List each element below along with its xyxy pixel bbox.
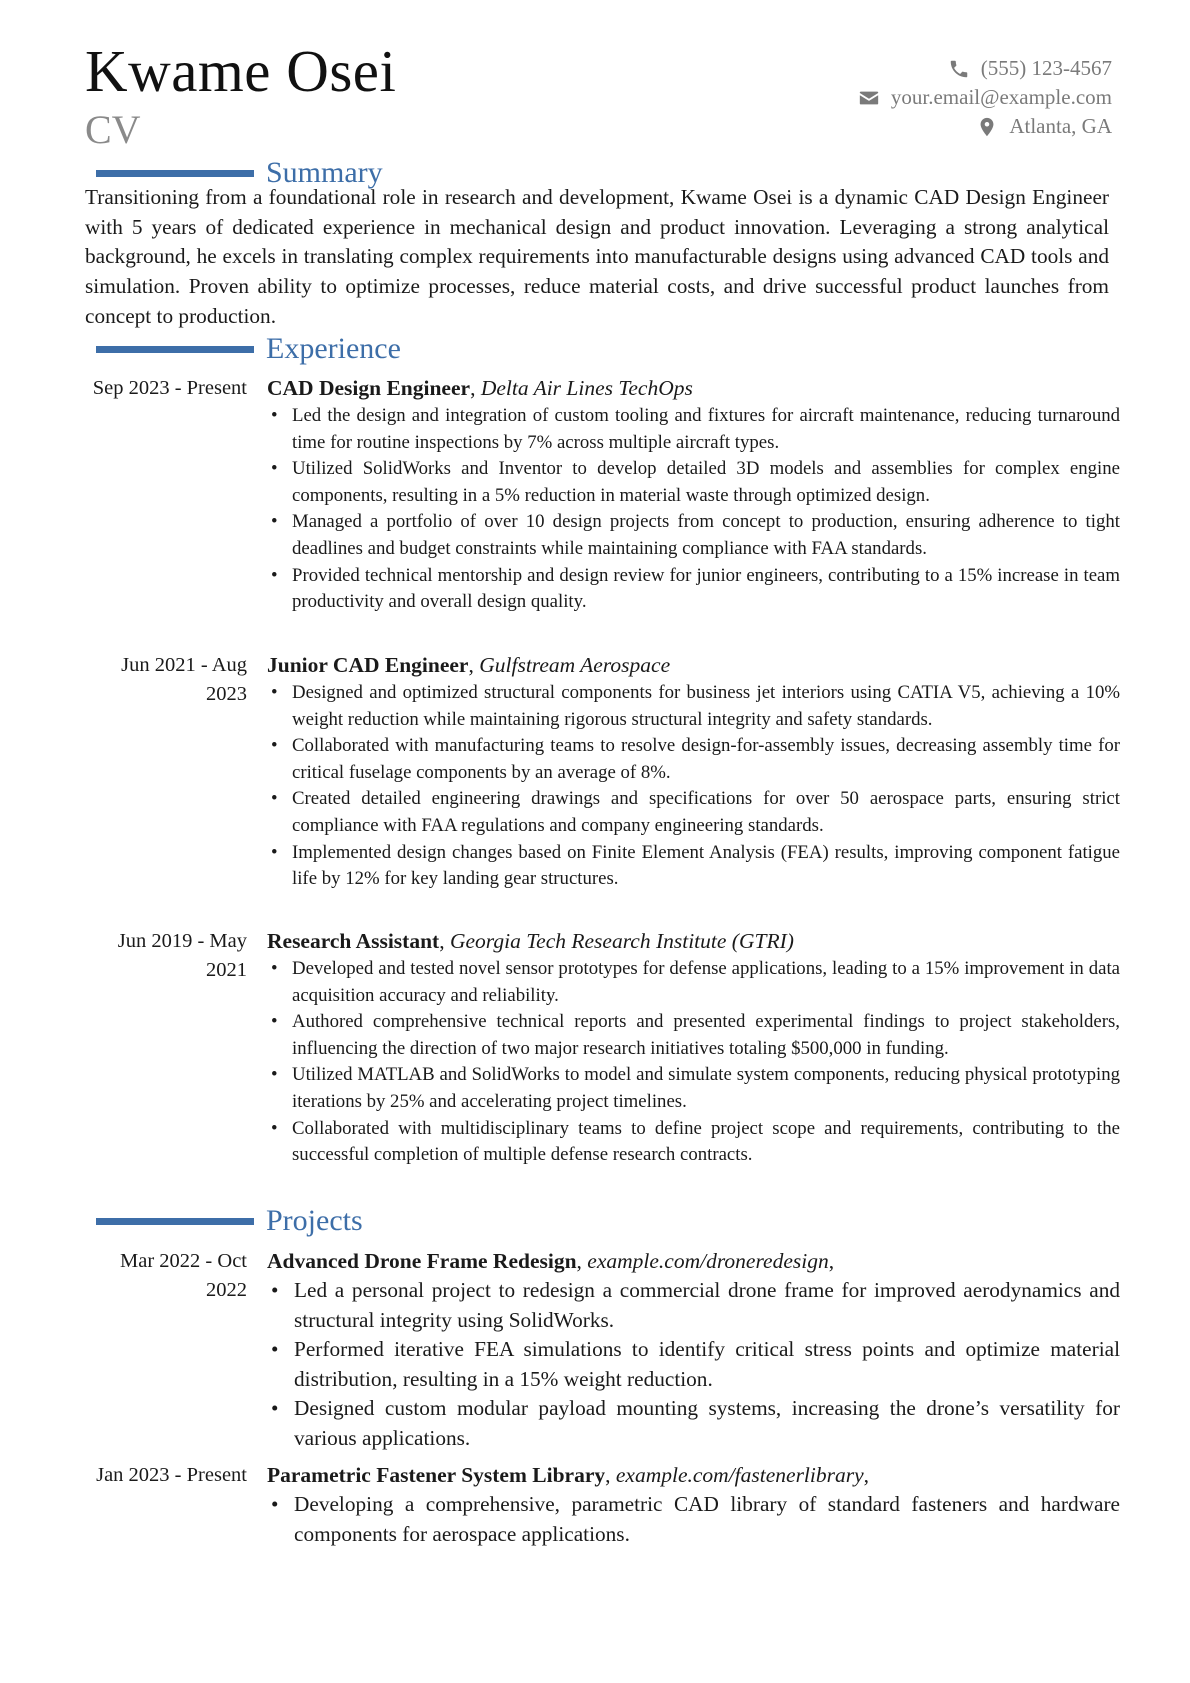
phone-icon bbox=[948, 58, 970, 80]
entry-heading: Advanced Drone Frame Redesign, example.com/droneredesign, bbox=[267, 1249, 835, 1273]
list-item: • Designed custom modular payload mounting systems, increasing the drone’s versatility for various applications. bbox=[267, 1394, 1120, 1453]
entry-org: Georgia Tech Research Institute (GTRI) bbox=[449, 929, 794, 953]
bullet-list bbox=[267, 1490, 1120, 1549]
list-item: • Led the design and integration of custom tooling and fixtures for aircraft maintenance, reducing turnaround time for routine inspections by 7% across multiple aircraft types. bbox=[267, 403, 1120, 456]
list-item: • Designed and optimized structural components for business jet interiors using CATIA V5, achieving a 10% weight reduction while maintaining rigorous structural integrity and safety standards. bbox=[267, 680, 1120, 733]
location-text: Atlanta, GA bbox=[1009, 114, 1112, 138]
list-item: • Managed a portfolio of over 10 design projects from concept to production, ensuring adherence to tight deadlines and budget constraints while maintaining compliance with FAA standards. bbox=[267, 509, 1120, 562]
section-title-experience: Experience bbox=[266, 332, 401, 365]
phone-text[interactable]: (555) 123-4567 bbox=[980, 56, 1112, 80]
entry-date: Mar 2022 - Oct 2022 bbox=[120, 1250, 247, 1301]
entry-heading: Junior CAD Engineer, Gulfstream Aerospace bbox=[267, 653, 671, 677]
entry-date: Jan 2023 - Present bbox=[96, 1464, 247, 1486]
bullet-list bbox=[267, 680, 1120, 893]
document-subtitle: CV bbox=[85, 107, 141, 152]
map-pin-icon bbox=[976, 116, 998, 138]
section-accent-bar bbox=[96, 346, 254, 353]
envelope-icon bbox=[858, 87, 880, 109]
bullet-list bbox=[267, 956, 1120, 1169]
list-item: • Authored comprehensive technical reports and presented experimental findings to project stakeholders, influencing the direction of two major research initiatives totaling $500,000 in funding. bbox=[267, 1009, 1120, 1062]
bullet-list bbox=[267, 1276, 1120, 1453]
entry-org: Delta Air Lines TechOps bbox=[480, 376, 693, 400]
entry-heading: Parametric Fastener System Library, example.com/fastenerlibrary, bbox=[267, 1463, 870, 1487]
entry-date: Sep 2023 - Present bbox=[92, 377, 247, 399]
section-accent-bar bbox=[96, 170, 254, 177]
section-experience-header bbox=[96, 331, 401, 367]
contact-block bbox=[858, 54, 1112, 141]
summary-paragraph: Transitioning from a foundational role in research and development, Kwame Osei is a dynamic CAD Design Engineer with 5 years of dedicated experience in mechanical design and product innovation. Leveraging a strong analytical background, he excels in translating complex requirements into manufacturable designs using advanced CAD tools and simulation. Proven ability to optimize processes, reduce material costs, and drive successful product launches from concept to production. bbox=[85, 185, 1109, 328]
list-item: • Created detailed engineering drawings and specifications for over 50 aerospace parts, ensuring strict compliance with FAA regulations and company engineering standards. bbox=[267, 786, 1120, 839]
list-item: • Collaborated with manufacturing teams to resolve design-for-assembly issues, decreasing assembly time for critical fuselage components by an average of 8%. bbox=[267, 733, 1120, 786]
candidate-name: Kwame Osei bbox=[85, 38, 397, 104]
entry-heading: CAD Design Engineer, Delta Air Lines TechOps bbox=[267, 376, 693, 400]
list-item: • Provided technical mentorship and design review for junior engineers, contributing to a 15% increase in team productivity and overall design quality. bbox=[267, 563, 1120, 616]
entry-heading: Research Assistant, Georgia Tech Research Institute (GTRI) bbox=[267, 929, 794, 953]
project-link[interactable]: example.com/droneredesign bbox=[587, 1249, 829, 1273]
list-item: • Developed and tested novel sensor prototypes for defense applications, leading to a 15% improvement in data acquisition accuracy and reliability. bbox=[267, 956, 1120, 1009]
entry-title: Research Assistant bbox=[267, 929, 440, 953]
email-text[interactable]: your.email@example.com bbox=[890, 85, 1112, 109]
entry-date: Jun 2021 - Aug 2023 bbox=[121, 654, 247, 705]
section-title-projects: Projects bbox=[266, 1204, 363, 1237]
entry-title: Junior CAD Engineer bbox=[267, 653, 469, 677]
section-accent-bar bbox=[96, 1218, 254, 1225]
contact-location bbox=[858, 112, 1112, 141]
list-item: • Performed iterative FEA simulations to identify critical stress points and optimize material distribution, resulting in a 15% weight reduction. bbox=[267, 1335, 1120, 1394]
list-item: • Utilized MATLAB and SolidWorks to model and simulate system components, reducing physical prototyping iterations by 25% and accelerating project timelines. bbox=[267, 1062, 1120, 1115]
bullet-list bbox=[267, 403, 1120, 616]
contact-email bbox=[858, 83, 1112, 112]
section-projects-header bbox=[96, 1203, 363, 1239]
entry-title: Advanced Drone Frame Redesign bbox=[267, 1249, 577, 1273]
list-item: • Led a personal project to redesign a commercial drone frame for improved aerodynamics and structural integrity using SolidWorks. bbox=[267, 1276, 1120, 1335]
list-item: • Developing a comprehensive, parametric CAD library of standard fasteners and hardware components for aerospace applications. bbox=[267, 1490, 1120, 1549]
section-title-summary: Summary bbox=[266, 156, 383, 189]
list-item: • Utilized SolidWorks and Inventor to develop detailed 3D models and assemblies for complex engine components, resulting in a 5% reduction in material waste through optimized design. bbox=[267, 456, 1120, 509]
entry-title: CAD Design Engineer bbox=[267, 376, 471, 400]
project-link[interactable]: example.com/fastenerlibrary bbox=[615, 1463, 864, 1487]
contact-phone bbox=[858, 54, 1112, 83]
entry-title: Parametric Fastener System Library bbox=[267, 1463, 606, 1487]
list-item: • Collaborated with multidisciplinary teams to define project scope and requirements, contributing to the successful completion of multiple defense research contracts. bbox=[267, 1116, 1120, 1169]
entry-date: Jun 2019 - May 2021 bbox=[117, 930, 247, 981]
list-item: • Implemented design changes based on Finite Element Analysis (FEA) results, improving component fatigue life by 12% for key landing gear structures. bbox=[267, 840, 1120, 893]
entry-org: Gulfstream Aerospace bbox=[479, 653, 671, 677]
